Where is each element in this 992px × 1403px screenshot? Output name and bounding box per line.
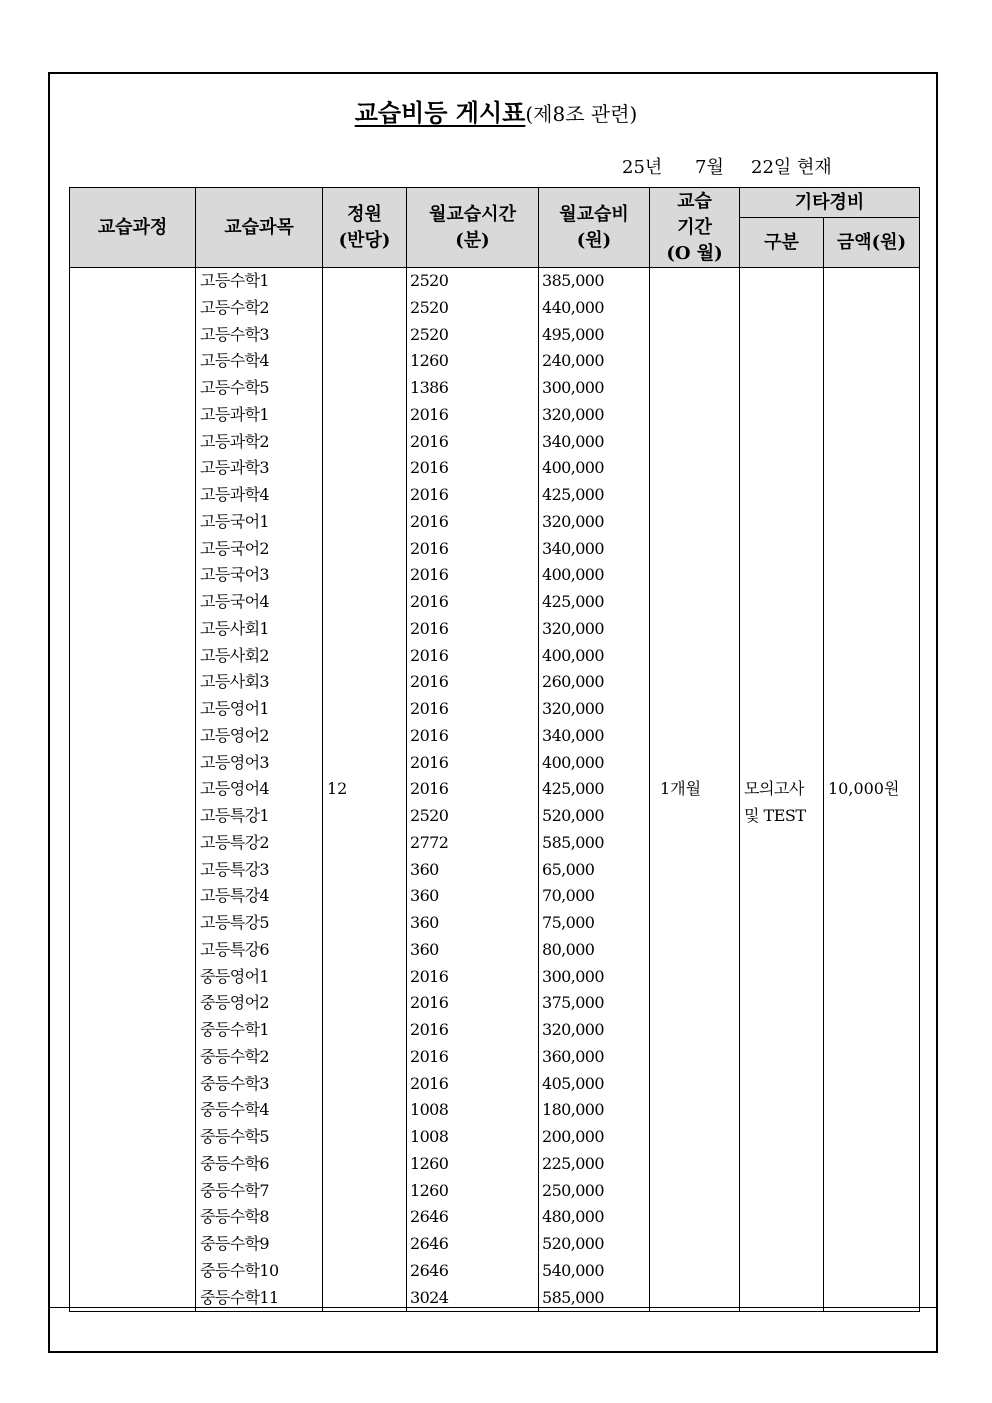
fee-item: 340,000 bbox=[542, 431, 604, 451]
subject-item: 고등수학1 bbox=[200, 271, 270, 290]
hours-item: 2016 bbox=[410, 618, 449, 638]
hours-item: 2016 bbox=[410, 592, 449, 611]
subject-item: 중등수학3 bbox=[200, 1073, 270, 1093]
extra-amount-cell bbox=[824, 268, 920, 1312]
period-value: 1개월 bbox=[660, 779, 702, 798]
fee-list bbox=[539, 268, 649, 1311]
subject-item: 고등과학1 bbox=[200, 404, 270, 424]
hours-item: 2520 bbox=[410, 297, 449, 317]
hours-item: 2016 bbox=[410, 485, 449, 504]
header-hours bbox=[407, 188, 539, 268]
hours-item: 2016 bbox=[410, 431, 449, 451]
fee-item: 520,000 bbox=[542, 806, 604, 825]
hours-item: 360 bbox=[410, 886, 439, 906]
title-main: 교습비등 게시표 bbox=[354, 98, 526, 127]
header-period-line1: 교습 bbox=[677, 190, 712, 212]
subject-item: 중등영어2 bbox=[200, 993, 270, 1013]
hours-item: 2646 bbox=[410, 1260, 449, 1280]
header-fee bbox=[539, 188, 650, 268]
hours-item: 2772 bbox=[410, 832, 449, 852]
subject-item: 고등수학4 bbox=[200, 351, 270, 371]
subject-item: 고등수학2 bbox=[200, 297, 270, 317]
fee-cell bbox=[539, 268, 650, 1312]
hours-list bbox=[407, 268, 538, 1311]
hours-item: 2520 bbox=[410, 806, 449, 825]
course-cell bbox=[70, 268, 196, 1312]
extra-type-line2: 및 TEST bbox=[744, 805, 806, 825]
fee-item: 240,000 bbox=[542, 351, 604, 371]
subject-item: 중등영어1 bbox=[200, 966, 270, 986]
header-fee-line2: (원) bbox=[576, 229, 612, 251]
subject-item: 중등수학10 bbox=[200, 1260, 279, 1280]
subject-item: 고등영어1 bbox=[200, 699, 270, 718]
header-extra: 기타경비 bbox=[740, 188, 920, 218]
subject-item: 고등사회3 bbox=[200, 672, 270, 692]
fee-item: 320,000 bbox=[542, 699, 604, 718]
subject-item: 중등수학9 bbox=[200, 1234, 270, 1253]
hours-item: 1008 bbox=[410, 1100, 449, 1120]
subject-item: 고등특강6 bbox=[200, 939, 270, 959]
hours-item: 2016 bbox=[410, 645, 449, 665]
hours-item: 1386 bbox=[410, 378, 449, 397]
fee-item: 405,000 bbox=[542, 1073, 604, 1093]
subject-item: 중등수학8 bbox=[200, 1207, 270, 1227]
subject-item: 중등수학6 bbox=[200, 1153, 270, 1173]
hours-item: 2016 bbox=[410, 699, 449, 718]
hours-item: 2016 bbox=[410, 779, 449, 799]
subject-item: 고등과학2 bbox=[200, 431, 270, 451]
fee-item: 180,000 bbox=[542, 1100, 604, 1120]
fee-item: 300,000 bbox=[542, 378, 604, 397]
subject-item: 고등국어1 bbox=[200, 511, 270, 531]
date-day: 22일 현재 bbox=[751, 157, 832, 178]
fee-item: 340,000 bbox=[542, 538, 604, 558]
subject-item: 중등수학4 bbox=[200, 1100, 270, 1120]
extra-type-cell bbox=[740, 268, 824, 1312]
hours-item: 2016 bbox=[410, 725, 449, 745]
hours-item: 360 bbox=[410, 859, 439, 879]
fee-item: 320,000 bbox=[542, 618, 604, 638]
header-extra-amount: 금액(원) bbox=[824, 218, 920, 268]
period-cell bbox=[650, 268, 740, 1312]
hours-item: 360 bbox=[410, 939, 439, 959]
header-period-line3: (O 월) bbox=[666, 242, 723, 264]
subject-item: 고등특강1 bbox=[200, 806, 270, 825]
subject-item: 고등수학3 bbox=[200, 324, 270, 344]
extra-type-line1: 모의고사 bbox=[744, 779, 804, 798]
subject-item: 중등수학5 bbox=[200, 1127, 270, 1146]
header-hours-line1: 월교습시간 bbox=[429, 203, 516, 225]
subject-item: 고등국어4 bbox=[200, 592, 270, 611]
title-sub: (제8조 관련) bbox=[525, 102, 638, 126]
hours-item: 2016 bbox=[410, 966, 449, 986]
fee-item: 75,000 bbox=[542, 913, 595, 932]
subject-item: 중등수학7 bbox=[200, 1180, 270, 1200]
hours-item: 2016 bbox=[410, 1046, 449, 1066]
fee-item: 200,000 bbox=[542, 1127, 604, 1146]
fee-item: 585,000 bbox=[542, 832, 604, 852]
fee-item: 225,000 bbox=[542, 1153, 604, 1173]
date-year: 25년 bbox=[622, 157, 663, 178]
subject-item: 중등수학2 bbox=[200, 1046, 270, 1066]
subject-item: 고등국어2 bbox=[200, 538, 270, 558]
hours-item: 2520 bbox=[410, 271, 449, 290]
fee-table bbox=[69, 187, 920, 1312]
fee-item: 440,000 bbox=[542, 297, 604, 317]
subject-item: 고등국어3 bbox=[200, 565, 270, 585]
extra-type-value bbox=[744, 776, 806, 830]
hours-item: 2646 bbox=[410, 1207, 449, 1227]
capacity-value: 12 bbox=[327, 779, 348, 798]
fee-item: 375,000 bbox=[542, 993, 604, 1013]
header-extra-type: 구분 bbox=[740, 218, 824, 268]
hours-item: 3024 bbox=[410, 1287, 449, 1307]
hours-item: 2016 bbox=[410, 993, 449, 1013]
header-subject: 교습과목 bbox=[196, 188, 323, 268]
fee-item: 400,000 bbox=[542, 645, 604, 665]
fee-item: 320,000 bbox=[542, 511, 604, 531]
fee-item: 480,000 bbox=[542, 1207, 604, 1227]
fee-item: 250,000 bbox=[542, 1180, 604, 1200]
subject-item: 고등영어2 bbox=[200, 725, 270, 745]
hours-item: 2016 bbox=[410, 458, 449, 478]
fee-item: 425,000 bbox=[542, 592, 604, 611]
hours-item: 2016 bbox=[410, 752, 449, 772]
hours-cell bbox=[407, 268, 539, 1312]
subject-item: 중등수학1 bbox=[200, 1020, 270, 1039]
fee-item: 340,000 bbox=[542, 725, 604, 745]
hours-item: 1260 bbox=[410, 351, 449, 371]
header-course: 교습과정 bbox=[70, 188, 196, 268]
hours-item: 1008 bbox=[410, 1127, 449, 1146]
header-capacity-line2: (반당) bbox=[338, 229, 391, 251]
header-capacity-line1: 정원 bbox=[347, 203, 382, 225]
hours-item: 1260 bbox=[410, 1153, 449, 1173]
fee-item: 585,000 bbox=[542, 1287, 604, 1307]
fee-item: 540,000 bbox=[542, 1260, 604, 1280]
fee-item: 65,000 bbox=[542, 859, 595, 879]
date-line bbox=[622, 156, 832, 180]
fee-item: 385,000 bbox=[542, 271, 604, 290]
capacity-cell bbox=[323, 268, 407, 1312]
hours-item: 2520 bbox=[410, 324, 449, 344]
fee-item: 70,000 bbox=[542, 886, 595, 906]
subject-item: 고등과학4 bbox=[200, 485, 270, 504]
subject-item: 고등영어4 bbox=[200, 779, 270, 799]
hours-item: 2646 bbox=[410, 1234, 449, 1253]
subject-item: 고등영어3 bbox=[200, 752, 270, 772]
hours-item: 2016 bbox=[410, 538, 449, 558]
fee-item: 495,000 bbox=[542, 324, 604, 344]
header-fee-line1: 월교습비 bbox=[559, 203, 629, 225]
subject-item: 고등특강5 bbox=[200, 913, 270, 932]
page-title bbox=[0, 97, 992, 130]
extra-amount-value: 10,000원 bbox=[828, 779, 900, 798]
header-period bbox=[650, 188, 740, 268]
hours-item: 2016 bbox=[410, 404, 449, 424]
hours-item: 2016 bbox=[410, 565, 449, 585]
subject-item: 고등사회1 bbox=[200, 618, 270, 638]
header-period-line2: 기간 bbox=[677, 216, 712, 238]
hours-item: 2016 bbox=[410, 1073, 449, 1093]
fee-item: 300,000 bbox=[542, 966, 604, 986]
fee-item: 260,000 bbox=[542, 672, 604, 692]
hours-item: 1260 bbox=[410, 1180, 449, 1200]
footer-divider bbox=[48, 1307, 938, 1308]
date-month: 7월 bbox=[695, 157, 724, 178]
fee-item: 360,000 bbox=[542, 1046, 604, 1066]
fee-item: 320,000 bbox=[542, 404, 604, 424]
subject-item: 고등특강2 bbox=[200, 832, 270, 852]
subject-item: 고등특강3 bbox=[200, 859, 270, 879]
subject-list bbox=[196, 268, 322, 1311]
subject-item: 중등수학11 bbox=[200, 1287, 279, 1307]
fee-item: 520,000 bbox=[542, 1234, 604, 1253]
fee-item: 425,000 bbox=[542, 485, 604, 504]
header-capacity bbox=[323, 188, 407, 268]
header-hours-line2: (분) bbox=[455, 229, 490, 251]
subject-item: 고등특강4 bbox=[200, 886, 270, 906]
subject-item: 고등사회2 bbox=[200, 645, 270, 665]
fee-item: 320,000 bbox=[542, 1020, 604, 1039]
fee-item: 425,000 bbox=[542, 779, 604, 799]
hours-item: 2016 bbox=[410, 511, 449, 531]
subject-item: 고등과학3 bbox=[200, 458, 270, 478]
fee-item: 400,000 bbox=[542, 565, 604, 585]
fee-item: 400,000 bbox=[542, 458, 604, 478]
hours-item: 360 bbox=[410, 913, 439, 932]
subject-cell bbox=[196, 268, 323, 1312]
fee-item: 80,000 bbox=[542, 939, 595, 959]
fee-item: 400,000 bbox=[542, 752, 604, 772]
hours-item: 2016 bbox=[410, 672, 449, 692]
subject-item: 고등수학5 bbox=[200, 378, 270, 397]
hours-item: 2016 bbox=[410, 1020, 449, 1039]
